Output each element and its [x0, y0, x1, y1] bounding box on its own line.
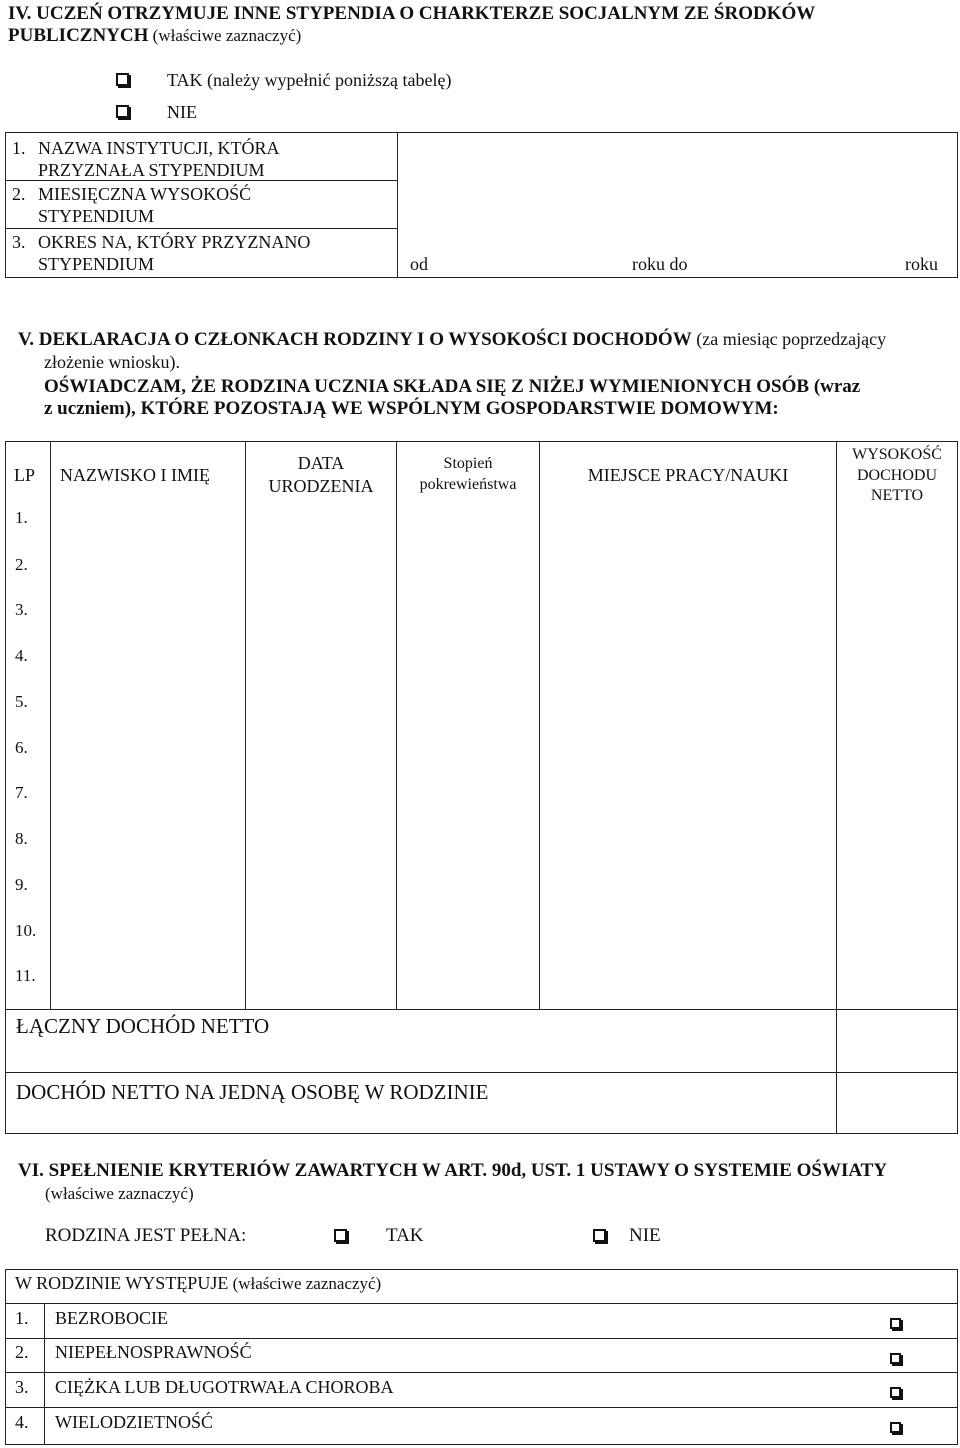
section5-heading-note: (za miesiąc poprzedzający [691, 329, 887, 349]
full-family-yes-label: TAK [386, 1225, 424, 1246]
row-number: 7. [15, 783, 28, 802]
column-income-line1: WYSOKOŚĆ [852, 446, 942, 463]
declaration-line2-note: z uczniem), [44, 398, 141, 419]
occurs-heading [15, 1274, 381, 1294]
scholarship-row1-num: 1. [12, 138, 26, 158]
section4-heading-bold: PUBLICZNYCH [8, 25, 149, 46]
scholarship-row1-label-1: NAZWA INSTYTUCJI, KTÓRA [38, 138, 280, 158]
scholarship-row3-num: 3. [12, 232, 26, 252]
column-relation [397, 455, 539, 493]
scholarship-row3-label-2: STYPENDIUM [38, 254, 155, 274]
declaration-line1-note: (wraz [809, 376, 861, 397]
period-from-label: od [410, 254, 428, 274]
column-income-line2: DOCHODU [857, 466, 937, 484]
row-number: 2. [15, 555, 28, 574]
column-income [837, 446, 957, 505]
column-name: NAZWISKO I IMIĘ [60, 465, 210, 485]
column-dob-line1: DATA [297, 453, 345, 473]
row-number: 11. [15, 966, 36, 985]
row-number: 10. [15, 921, 37, 940]
occurs-heading-note: (właściwe zaznaczyć) [228, 1274, 382, 1293]
checkbox-nie-scholarship[interactable] [116, 105, 129, 118]
row-number: 5. [15, 692, 28, 711]
full-family-label: RODZINA JEST PEŁNA: [45, 1225, 247, 1246]
column-relation-line1: Stopień [443, 455, 493, 472]
row-number: 3. [15, 600, 28, 619]
occurs-heading-text: W RODZINIE WYSTĘPUJE [15, 1273, 229, 1293]
row-number: 4. [15, 646, 28, 665]
section5-heading-note-2: złożenie wniosku). [44, 352, 180, 372]
row-number: 6. [15, 738, 28, 757]
declaration-line1-bold: OŚWIADCZAM, ŻE RODZINA UCZNIA SKŁADA SIĘ Z NIŻEJ WYMIENIONYCH OSÓB [44, 376, 810, 397]
column-income-line3: NETTO [870, 487, 924, 505]
criteria-item-illness: CIĘŻKA LUB DŁUGOTRWAŁA CHOROBA [55, 1377, 394, 1397]
declaration-line2 [44, 399, 779, 420]
criteria-item-unemployment: BEZROBOCIE [55, 1308, 169, 1328]
period-year-label: roku [905, 254, 938, 274]
option-no-label: NIE [167, 102, 197, 122]
checkbox-full-family-yes[interactable] [334, 1229, 347, 1242]
section6-note: (właściwe zaznaczyć) [45, 1184, 194, 1203]
column-relation-line2: pokrewieństwa [419, 475, 517, 493]
total-income-label: ŁĄCZNY DOCHÓD NETTO [16, 1014, 270, 1038]
column-lp: LP [14, 465, 36, 485]
section4-heading-line2 [8, 26, 301, 47]
section4-heading-line1: IV. UCZEŃ OTRZYMUJE INNE STYPENDIA O CHARKTERZE SOCJALNYM ZE ŚRODKÓW [8, 3, 816, 24]
checkbox-disability[interactable] [890, 1353, 901, 1364]
criteria-item-large-family: WIELODZIETNOŚĆ [55, 1412, 213, 1432]
scholarship-row2-label-2: STYPENDIUM [38, 206, 155, 226]
section5-heading [18, 330, 886, 351]
section5-heading-title: V. DEKLARACJA O CZŁONKACH RODZINY I O WYSOKOŚCI DOCHODÓW [18, 329, 692, 350]
per-person-income-label: DOCHÓD NETTO NA JEDNĄ OSOBĘ W RODZINIE [16, 1080, 489, 1104]
checkbox-tak-scholarship[interactable] [116, 73, 129, 86]
scholarship-row2-num: 2. [12, 184, 26, 204]
option-yes-label: TAK (należy wypełnić poniższą tabelę) [167, 70, 452, 90]
declaration-line2-bold: KTÓRE POZOSTAJĄ WE WSPÓLNYM GOSPODARSTWIE DOMOWYM: [140, 398, 779, 419]
declaration-line1 [44, 377, 860, 398]
section4-heading-note: (właściwe zaznaczyć) [148, 26, 302, 45]
row-number: 9. [15, 875, 28, 894]
criteria-item-num: 3. [15, 1377, 29, 1397]
row-number: 1. [15, 508, 28, 527]
row-number: 8. [15, 829, 28, 848]
criteria-item-disability: NIEPEŁNOSPRAWNOŚĆ [55, 1342, 252, 1362]
column-work: MIEJSCE PRACY/NAUKI [587, 465, 789, 485]
criteria-item-num: 4. [15, 1412, 29, 1432]
scholarship-row1-label-2: PRZYZNAŁA STYPENDIUM [38, 160, 265, 180]
scholarship-row2-label-1: MIESIĘCZNA WYSOKOŚĆ [38, 184, 252, 204]
period-to-label: roku do [632, 254, 688, 274]
column-dob-line2: URODZENIA [268, 475, 374, 496]
checkbox-full-family-no[interactable] [593, 1229, 606, 1242]
criteria-item-num: 1. [15, 1308, 29, 1328]
checkbox-illness[interactable] [890, 1387, 901, 1398]
checkbox-unemployment[interactable] [890, 1318, 901, 1329]
section6-heading: VI. SPEŁNIENIE KRYTERIÓW ZAWARTYCH W ART. 90d, UST. 1 USTAWY O SYSTEMIE OŚWIATY [18, 1160, 888, 1181]
full-family-no-label: NIE [629, 1225, 661, 1246]
scholarship-row3-label-1: OKRES NA, KTÓRY PRZYZNANO [38, 232, 311, 252]
column-dob [246, 454, 396, 497]
checkbox-large-family[interactable] [890, 1422, 901, 1433]
criteria-item-num: 2. [15, 1342, 29, 1362]
